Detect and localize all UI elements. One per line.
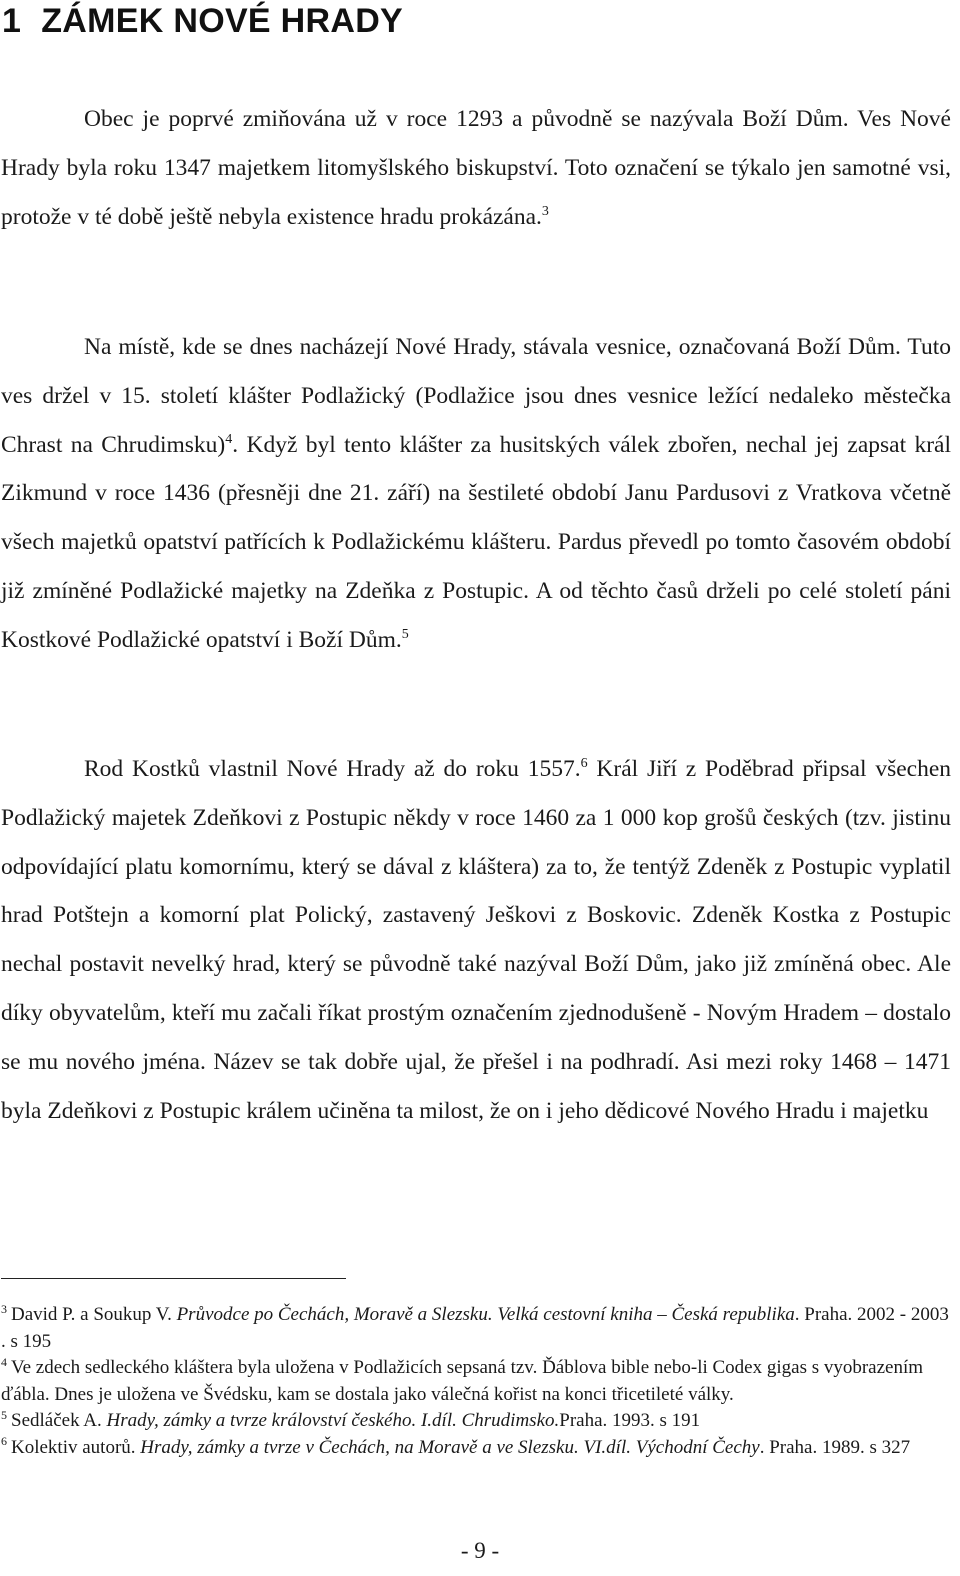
footnote-text: Sedláček A. xyxy=(11,1410,107,1431)
footnote-text: . Praha. 2002 - 2003 . s 195 xyxy=(1,1304,949,1352)
page-number: - 9 - xyxy=(460,1538,500,1563)
paragraph-1-block xyxy=(1,95,951,241)
paragraph-1-text: Obec je poprvé zmiňována už v roce 1293 a původně se nazývala Boží Dům. Ves Nové Hrady byla roku 1347 majetkem litomyšlského biskupství. Toto označení se týkalo jen samotné vsi, protože v té době ještě nebyla existence hradu prokázána. xyxy=(1,106,951,230)
chapter-title: ZÁMEK NOVÉ HRADY xyxy=(41,2,404,40)
paragraph-1 xyxy=(1,95,951,241)
footnote-text: Kolektiv autorů. xyxy=(11,1436,141,1458)
paragraph-3-block xyxy=(1,745,951,1135)
footnote-title: Průvodce po Čechách, Moravě a Slezsku. Velká cestovní kniha – Česká republika xyxy=(176,1304,795,1325)
footnote-text: David P. a Soukup V. xyxy=(11,1304,177,1325)
paragraph-3-text-a: Rod Kostků vlastnil Nové Hrady až do roku 1557. xyxy=(84,756,581,782)
footnote-4 xyxy=(1,1355,951,1408)
paragraph-2-block xyxy=(1,323,951,665)
footnote-title: Hrady, zámky a tvrze království českého. I.díl. Chrudimsko. xyxy=(106,1410,560,1431)
paragraph-3-text-b: Král Jiří z Poděbrad připsal všechen Podlažický majetek Zdeňkovi z Postupic někdy v roce 1460 za 1 000 kop grošů českých (tzv. jistinu odpovídající platu komornímu, který se dával z kláštera) za to, že tentýž Zdeněk z Postupic vyplatil hrad Potštejn a komorní plat Polický, zastavený Ješkovi z Boskovic. Zdeněk Kostka z Postupic nechal postavit nevelký hrad, který se původně také nazýval Boží Dům, jako již zmíněná obec. Ale díky obyvatelům, kteří mu začali říkat prostým označením zjednodušeně - Novým Hradem – dostalo se mu nového jména. Název se tak dobře ujal, že přešel i na podhradí. Asi mezi roky 1468 – 1471 byla Zdeňkovi z Postupic králem učiněna ta milost, že on i jeho dědicové Nového Hradu i majetku xyxy=(1,756,951,1124)
chapter-number: 1 xyxy=(2,2,22,40)
footnote-text: . Praha. 1989. s 327 xyxy=(759,1436,911,1458)
footnote-6 xyxy=(1,1435,951,1462)
footnote-text: Ve zdech sedleckého kláštera byla uložena v Podlažicích sepsaná tzv. Ďáblova bible nebo-li Codex gigas s vyobrazením ďábla. Dnes je uložena ve Švédsku, kam se dostala jako válečná kořist na konci třicetileté války. xyxy=(1,1357,924,1405)
footnote-ref-6[interactable]: 6 xyxy=(580,756,588,772)
paragraph-3 xyxy=(1,745,951,1135)
paragraph-2 xyxy=(1,323,951,665)
footnote-number: 4 xyxy=(1,1354,7,1369)
footnote-separator xyxy=(1,1278,346,1279)
footnote-3 xyxy=(1,1302,951,1355)
paragraph-2-text-b: . Když byl tento klášter za husitských válek zbořen, nechal jej zapsat král Zikmund v roce 1436 (přesněji dne 21. září) na šestileté období Janu Pardusovi z Vratkova včetně všech majetků opatství patřících k Podlažickému klášteru. Pardus převedl po tomto časovém období již zmíněné Podlažické majetky na Zdeňka z Postupic. A od těchto časů drželi po celé století páni Kostkové Podlažické opatství i Boží Dům. xyxy=(1,431,951,653)
footnote-ref-3[interactable]: 3 xyxy=(541,203,549,219)
footnote-text: Praha. 1993. s 191 xyxy=(559,1410,701,1431)
footnotes xyxy=(1,1302,951,1461)
footnote-number: 3 xyxy=(1,1301,7,1316)
paragraph-2-text-a: Na místě, kde se dnes nacházejí Nové Hrady, stávala vesnice, označovaná Boží Dům. Tuto ves držel v 15. století klášter Podlažický (Podlažice jsou dnes vesnice ležící nedaleko městečka Chrast na Chrudimsku) xyxy=(1,334,951,458)
footnote-ref-5[interactable]: 5 xyxy=(401,626,409,642)
footnote-number: 5 xyxy=(1,1407,7,1422)
chapter-heading xyxy=(2,2,403,41)
footnote-5 xyxy=(1,1408,951,1435)
footnote-title: Hrady, zámky a tvrze v Čechách, na Moravě a ve Slezsku. VI.díl. Východní Čechy xyxy=(140,1436,760,1458)
footnote-ref-4[interactable]: 4 xyxy=(225,431,233,447)
footnote-number: 6 xyxy=(1,1434,7,1449)
